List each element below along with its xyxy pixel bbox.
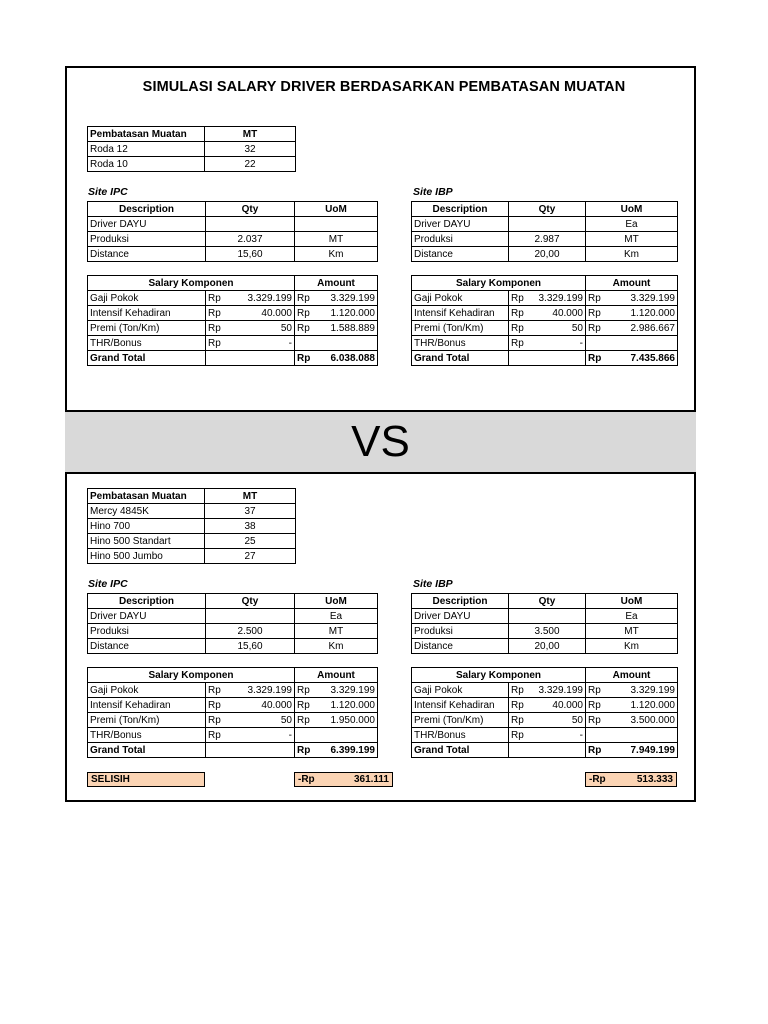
grand-total-cell (586, 351, 678, 366)
selisih-ibp-value: 513.333 (636, 774, 673, 785)
site-ipc-label-top: Site IPC (88, 186, 128, 198)
currency: -Rp (589, 774, 606, 785)
currency: Rp (297, 292, 310, 304)
rate-cell (206, 336, 295, 351)
grand-total-label: Grand Total (88, 743, 206, 758)
currency: Rp (511, 322, 524, 334)
limit-vehicle: Roda 12 (88, 142, 205, 157)
rate-value: 50 (280, 714, 292, 726)
rate-value: 40.000 (261, 699, 292, 711)
cell (206, 609, 295, 624)
selisih-label: SELISIH (87, 772, 205, 787)
salary-table-ibp-top (411, 275, 678, 366)
cell: Produksi (412, 624, 509, 639)
table-row (412, 698, 678, 713)
currency: Rp (511, 292, 524, 304)
rate-cell (509, 291, 586, 306)
cell: 2.500 (206, 624, 295, 639)
limit-value: 27 (205, 549, 296, 564)
limit-vehicle: Hino 500 Jumbo (88, 549, 205, 564)
col-header: Description (88, 202, 206, 217)
col-header: Qty (509, 202, 586, 217)
rate-cell (206, 291, 295, 306)
table-row (412, 683, 678, 698)
rate-cell (509, 713, 586, 728)
desc-table-ibp-top (411, 201, 678, 262)
component-name: Intensif Kehadiran (88, 306, 206, 321)
currency: Rp (297, 352, 311, 364)
rate-cell (509, 683, 586, 698)
table-row (412, 336, 678, 351)
table-row (88, 698, 378, 713)
col-header: Salary Komponen (88, 668, 295, 683)
cell: MT (295, 232, 378, 247)
currency: Rp (208, 292, 221, 304)
amount-value: 2.986.667 (630, 322, 675, 334)
cell: MT (295, 624, 378, 639)
rate-cell (206, 683, 295, 698)
cell: 20,00 (509, 639, 586, 654)
currency: Rp (511, 337, 524, 349)
grand-total-label: Grand Total (412, 351, 509, 366)
currency: Rp (208, 729, 221, 741)
col-header: Amount (295, 668, 378, 683)
table-row (412, 232, 678, 247)
component-name: THR/Bonus (412, 728, 509, 743)
currency: Rp (588, 699, 601, 711)
rate-value: - (579, 729, 583, 741)
component-name: Gaji Pokok (88, 291, 206, 306)
cell: Ea (295, 609, 378, 624)
table-row (412, 217, 678, 232)
col-header: Salary Komponen (412, 276, 586, 291)
amount-cell (295, 306, 378, 321)
limit-table-bottom (87, 488, 296, 564)
component-name: THR/Bonus (88, 336, 206, 351)
cell: MT (586, 624, 678, 639)
rate-value: 50 (571, 714, 583, 726)
currency: Rp (297, 714, 310, 726)
limit-header-unit: MT (205, 489, 296, 504)
currency: Rp (511, 307, 524, 319)
limit-table-top (87, 126, 296, 172)
amount-cell (586, 336, 678, 351)
currency: Rp (588, 292, 601, 304)
cell: MT (586, 232, 678, 247)
cell (206, 217, 295, 232)
currency: Rp (588, 322, 601, 334)
currency: Rp (511, 699, 524, 711)
currency: Rp (588, 714, 601, 726)
table-row (412, 713, 678, 728)
currency: Rp (511, 684, 524, 696)
table-row (412, 306, 678, 321)
cell: Distance (412, 247, 509, 262)
component-name: Intensif Kehadiran (412, 698, 509, 713)
amount-cell (586, 713, 678, 728)
col-header: Salary Komponen (88, 276, 295, 291)
table-row (88, 534, 296, 549)
rate-cell (509, 306, 586, 321)
salary-table-ipc-bottom (87, 667, 378, 758)
currency: -Rp (298, 774, 315, 785)
grand-total-value: 7.435.866 (630, 352, 675, 364)
table-row (88, 549, 296, 564)
table-row (88, 142, 296, 157)
rate-cell (509, 698, 586, 713)
grand-total-row (88, 351, 378, 366)
limit-value: 25 (205, 534, 296, 549)
rate-cell (206, 321, 295, 336)
col-header: Qty (509, 594, 586, 609)
table-row (412, 728, 678, 743)
rate-value: 40.000 (552, 307, 583, 319)
cell (295, 217, 378, 232)
limit-header-label: Pembatasan Muatan (88, 489, 205, 504)
site-ibp-label-top: Site IBP (413, 186, 453, 198)
amount-cell (586, 321, 678, 336)
table-row (412, 247, 678, 262)
component-name: Gaji Pokok (412, 291, 509, 306)
rate-cell (509, 728, 586, 743)
desc-table-ibp-bottom (411, 593, 678, 654)
amount-cell (586, 306, 678, 321)
grand-total-value: 6.038.088 (330, 352, 375, 364)
grand-total-label: Grand Total (88, 351, 206, 366)
empty-cell (509, 743, 586, 758)
amount-cell (295, 728, 378, 743)
col-header: Description (412, 202, 509, 217)
amount-cell (586, 683, 678, 698)
table-row (88, 336, 378, 351)
table-row (412, 639, 678, 654)
limit-vehicle: Hino 500 Standart (88, 534, 205, 549)
table-row (412, 609, 678, 624)
amount-value: 1.588.889 (330, 322, 375, 334)
cell: 3.500 (509, 624, 586, 639)
rate-cell (206, 306, 295, 321)
cell: Km (586, 639, 678, 654)
col-header: UoM (586, 202, 678, 217)
table-row (88, 639, 378, 654)
amount-value: 1.120.000 (630, 307, 675, 319)
col-header: UoM (295, 202, 378, 217)
cell (509, 217, 586, 232)
grand-total-label: Grand Total (412, 743, 509, 758)
grand-total-cell (586, 743, 678, 758)
table-row (88, 713, 378, 728)
currency: Rp (588, 307, 601, 319)
table-row (412, 624, 678, 639)
cell: Produksi (412, 232, 509, 247)
rate-cell (206, 713, 295, 728)
cell: Ea (586, 217, 678, 232)
amount-cell (295, 291, 378, 306)
grand-total-value: 6.399.199 (330, 744, 375, 756)
col-header: UoM (295, 594, 378, 609)
component-name: Premi (Ton/Km) (412, 713, 509, 728)
cell: Distance (88, 639, 206, 654)
table-row (88, 683, 378, 698)
vs-label: VS (351, 417, 410, 466)
col-header: Description (412, 594, 509, 609)
rate-value: 3.329.199 (538, 684, 583, 696)
salary-table-ipc-top (87, 275, 378, 366)
cell: 20,00 (509, 247, 586, 262)
limit-vehicle: Roda 10 (88, 157, 205, 172)
desc-table-ipc-top (87, 201, 378, 262)
rate-value: 3.329.199 (538, 292, 583, 304)
rate-value: 40.000 (261, 307, 292, 319)
component-name: Premi (Ton/Km) (412, 321, 509, 336)
rate-cell (509, 321, 586, 336)
limit-header-unit: MT (205, 127, 296, 142)
amount-cell (295, 336, 378, 351)
currency: Rp (588, 352, 602, 364)
cell: 15,60 (206, 639, 295, 654)
currency: Rp (208, 684, 221, 696)
currency: Rp (297, 684, 310, 696)
selisih-ipc-value: 361.111 (353, 774, 389, 785)
grand-total-cell (295, 351, 378, 366)
rate-value: - (288, 729, 292, 741)
cell: Ea (586, 609, 678, 624)
currency: Rp (297, 744, 311, 756)
grand-total-row (412, 743, 678, 758)
table-row (412, 291, 678, 306)
cell: Produksi (88, 624, 206, 639)
component-name: Gaji Pokok (412, 683, 509, 698)
amount-value: 3.329.199 (330, 292, 375, 304)
currency: Rp (297, 322, 310, 334)
component-name: Intensif Kehadiran (88, 698, 206, 713)
empty-cell (509, 351, 586, 366)
selisih-ipc (294, 772, 393, 787)
table-row (88, 624, 378, 639)
rate-cell (206, 728, 295, 743)
amount-cell (295, 321, 378, 336)
rate-value: 40.000 (552, 699, 583, 711)
rate-value: - (579, 337, 583, 349)
table-row (88, 609, 378, 624)
amount-value: 1.120.000 (330, 699, 375, 711)
col-header: Amount (586, 276, 678, 291)
desc-table-ipc-bottom (87, 593, 378, 654)
col-header: Amount (586, 668, 678, 683)
page-title: SIMULASI SALARY DRIVER BERDASARKAN PEMBATASAN MUATAN (142, 79, 626, 95)
currency: Rp (297, 699, 310, 711)
currency: Rp (208, 699, 221, 711)
amount-value: 1.950.000 (330, 714, 375, 726)
cell: Produksi (88, 232, 206, 247)
limit-header-label: Pembatasan Muatan (88, 127, 205, 142)
amount-value: 3.500.000 (630, 714, 675, 726)
cell: Driver DAYU (412, 217, 509, 232)
cell: Driver DAYU (412, 609, 509, 624)
cell: Distance (88, 247, 206, 262)
col-header: Description (88, 594, 206, 609)
limit-value: 22 (205, 157, 296, 172)
empty-cell (206, 351, 295, 366)
col-header: Qty (206, 594, 295, 609)
col-header: Qty (206, 202, 295, 217)
amount-cell (586, 291, 678, 306)
table-row (412, 321, 678, 336)
amount-value: 3.329.199 (630, 292, 675, 304)
limit-vehicle: Hino 700 (88, 519, 205, 534)
site-ibp-label-bottom: Site IBP (413, 578, 453, 590)
site-ipc-label-bottom: Site IPC (88, 578, 128, 590)
col-header: UoM (586, 594, 678, 609)
rate-cell (509, 336, 586, 351)
cell: Driver DAYU (88, 609, 206, 624)
currency: Rp (208, 307, 221, 319)
amount-cell (586, 698, 678, 713)
grand-total-row (412, 351, 678, 366)
grand-total-cell (295, 743, 378, 758)
col-header: Salary Komponen (412, 668, 586, 683)
currency: Rp (511, 729, 524, 741)
currency: Rp (588, 684, 601, 696)
currency: Rp (511, 714, 524, 726)
table-row (88, 321, 378, 336)
currency: Rp (208, 337, 221, 349)
limit-vehicle: Mercy 4845K (88, 504, 205, 519)
amount-cell (586, 728, 678, 743)
rate-value: 50 (280, 322, 292, 334)
grand-total-value: 7.949.199 (630, 744, 675, 756)
amount-value: 1.120.000 (330, 307, 375, 319)
currency: Rp (297, 307, 310, 319)
amount-cell (295, 713, 378, 728)
amount-value: 1.120.000 (630, 699, 675, 711)
col-header: Amount (295, 276, 378, 291)
component-name: THR/Bonus (88, 728, 206, 743)
rate-value: 3.329.199 (247, 292, 292, 304)
table-row (88, 217, 378, 232)
component-name: Intensif Kehadiran (412, 306, 509, 321)
cell: 2.037 (206, 232, 295, 247)
currency: Rp (208, 714, 221, 726)
amount-cell (295, 698, 378, 713)
empty-cell (206, 743, 295, 758)
cell: Driver DAYU (88, 217, 206, 232)
component-name: Premi (Ton/Km) (88, 713, 206, 728)
cell (509, 609, 586, 624)
cell: Km (295, 247, 378, 262)
cell: 15,60 (206, 247, 295, 262)
cell: Km (586, 247, 678, 262)
amount-value: 3.329.199 (330, 684, 375, 696)
rate-value: 50 (571, 322, 583, 334)
limit-value: 38 (205, 519, 296, 534)
table-row (88, 232, 378, 247)
currency: Rp (588, 744, 602, 756)
salary-table-ibp-bottom (411, 667, 678, 758)
rate-value: 3.329.199 (247, 684, 292, 696)
table-row (88, 157, 296, 172)
table-row (88, 247, 378, 262)
grand-total-row (88, 743, 378, 758)
table-row (88, 504, 296, 519)
table-row (88, 728, 378, 743)
rate-cell (206, 698, 295, 713)
selisih-ibp (585, 772, 677, 787)
table-row (88, 519, 296, 534)
currency: Rp (208, 322, 221, 334)
component-name: Gaji Pokok (88, 683, 206, 698)
limit-value: 32 (205, 142, 296, 157)
table-row (88, 306, 378, 321)
cell: Km (295, 639, 378, 654)
vs-band (65, 410, 696, 474)
component-name: THR/Bonus (412, 336, 509, 351)
component-name: Premi (Ton/Km) (88, 321, 206, 336)
cell: 2.987 (509, 232, 586, 247)
table-row (88, 291, 378, 306)
cell: Distance (412, 639, 509, 654)
limit-value: 37 (205, 504, 296, 519)
amount-cell (295, 683, 378, 698)
amount-value: 3.329.199 (630, 684, 675, 696)
rate-value: - (288, 337, 292, 349)
